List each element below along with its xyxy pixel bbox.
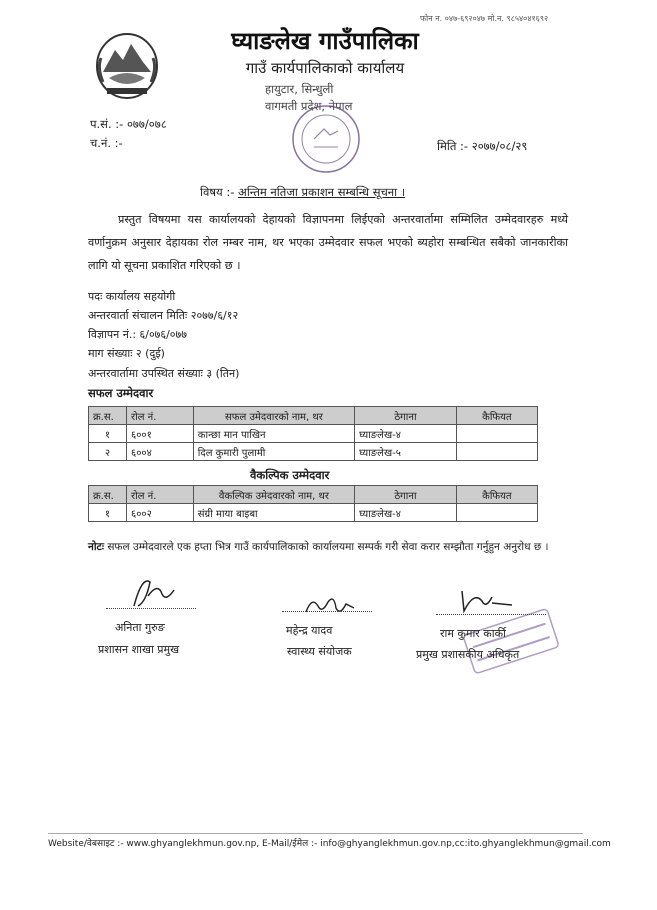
address-line-2: वागमती प्रदेश, नेपाल — [265, 99, 353, 113]
column-header: कैफियत — [456, 486, 537, 504]
successful-candidates-title: सफल उम्मेदवार — [88, 386, 154, 400]
table-row — [89, 425, 538, 443]
notice-body: प्रस्तुत विषयमा यस कार्यालयको देहायको विज्ञापनमा लिईएको अन्तरवार्तामा सम्मिलित उम्मेदवारहरु मध्ये वर्णानुक्रम अनुसार देहायका रोल नम्बर नाम, थर भएका उम्मेदवार सफल भएको ब्यहोरा सम्बन्धित सबैको जानकारीका लागि यो सूचना प्रकाशित गरिएको छ । — [88, 213, 568, 272]
organization-name: घ्याङलेख गाउँपालिका — [231, 27, 419, 55]
detail-advert-number: विज्ञापन नं.: ६/०७६/०७७ — [88, 328, 187, 341]
subject-text: अन्तिम नतिजा प्रकाशन सम्बन्धि सूचना । — [238, 185, 406, 199]
officer-stamp — [462, 605, 562, 683]
alternate-candidates-table — [88, 485, 538, 522]
table-header-row — [89, 486, 538, 504]
notice-date: मिति :- २०७७/०८/२९ — [437, 139, 528, 153]
dispatch-number: च.नं. :- — [90, 136, 123, 150]
footer-contact: Website/वेबसाइट :- www.ghyanglekhmun.gov.np, E-Mail/ईमेल :- info@ghyanglekhmun.gov.np,cc:ito.ghyanglekhmun@gmail.com — [48, 839, 611, 849]
table-row — [89, 504, 538, 522]
table-cell: कान्छा मान पाखिन — [193, 425, 354, 443]
signature-line-3 — [436, 614, 546, 615]
detail-post: पदः कार्यालय सहयोगी — [88, 290, 176, 303]
office-seal-stamp — [290, 103, 362, 175]
table-cell: २ — [89, 443, 127, 461]
signatory-1-title: प्रशासन शाखा प्रमुख — [98, 643, 180, 656]
signature-2 — [302, 592, 358, 620]
table-cell — [456, 504, 537, 522]
subject-label: विषय :- — [200, 185, 239, 199]
signatory-3-title: प्रमुख प्रशासकीय अधिकृत — [416, 648, 520, 661]
column-header: क्र.स. — [89, 407, 127, 425]
detail-demand-count: माग संख्याः २ (दुई) — [88, 347, 165, 360]
note-body: सफल उम्मेदवारले एक हप्ता भित्र गाउँ कार्यपालिकाको कार्यालयमा सम्पर्क गरी सेवा करार सम्झौता गर्नुहुन अनुरोध छ । — [107, 541, 549, 553]
signature-line-1 — [106, 608, 196, 609]
column-header: ठेगाना — [355, 486, 457, 504]
signatory-2-name: महेन्द्र यादव — [286, 624, 333, 637]
table-cell: ६००२ — [127, 504, 194, 522]
table-header-row — [89, 407, 538, 425]
signatory-3-name: राम कुमार कार्की — [440, 627, 506, 640]
nepal-emblem-logo — [93, 28, 161, 100]
table-cell: दिल कुमारी पुलामी — [193, 443, 354, 461]
office-name: गाउँ कार्यपालिकाको कार्यालय — [245, 59, 405, 77]
detail-attendance-count: अन्तरवार्तामा उपस्थित संख्याः ३ (तिन) — [88, 367, 240, 380]
table-cell: घ्याङलेख-४ — [355, 504, 457, 522]
note-text — [88, 536, 568, 558]
detail-interview-date: अन्तरवार्ता संचालन मितिः २०७७/६/१२ — [88, 309, 239, 322]
table-cell — [456, 425, 537, 443]
signature-line-2 — [282, 611, 372, 612]
signatory-1-name: अनिता गुरुङ — [115, 621, 165, 634]
table-cell: ६००४ — [127, 443, 194, 461]
contact-numbers: फोन न. ०४७-६९२०४७ मो.न. ९८५४०४१६९२ — [420, 14, 549, 23]
footer-divider — [48, 833, 583, 834]
table-cell: १ — [89, 504, 127, 522]
table-cell — [456, 443, 537, 461]
note-label: नोटः — [88, 541, 104, 553]
signature-1 — [128, 572, 178, 612]
table-cell: घ्याङलेख-५ — [355, 443, 457, 461]
column-header: वैकल्पिक उमेदवारको नाम, थर — [193, 486, 354, 504]
column-header: रोल नं. — [127, 407, 194, 425]
column-header: क्र.स. — [89, 486, 127, 504]
table-cell: संग्री माया बाइबा — [193, 504, 354, 522]
column-header: सफल उमेदवारको नाम, थर — [193, 407, 354, 425]
table-row — [89, 443, 538, 461]
column-header: कैफियत — [456, 407, 537, 425]
address-line-1: हायुटार, सिन्धुली — [265, 82, 334, 96]
signatory-2-title: स्वास्थ्य संयोजक — [287, 645, 352, 658]
column-header: रोल नं. — [127, 486, 194, 504]
alternate-candidates-title: वैकल्पिक उम्मेदवार — [250, 468, 330, 482]
table-cell: घ्याङलेख-४ — [355, 425, 457, 443]
column-header: ठेगाना — [355, 407, 457, 425]
subject-line — [200, 185, 405, 200]
reference-number: प.सं. :- ०७७/०७८ — [90, 117, 167, 131]
table-cell: १ — [89, 425, 127, 443]
table-cell: ६००१ — [127, 425, 194, 443]
successful-candidates-table — [88, 406, 538, 461]
